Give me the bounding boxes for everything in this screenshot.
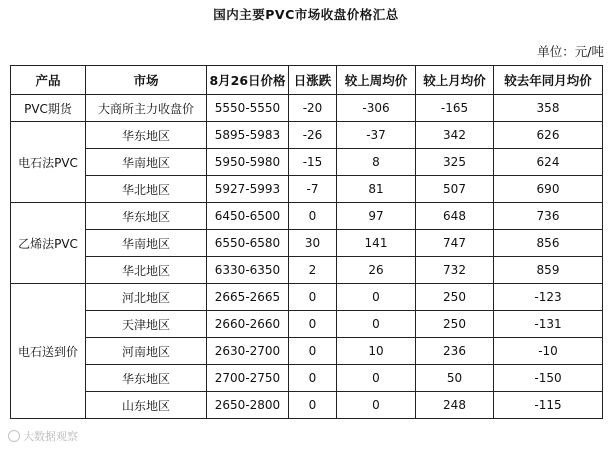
- vs-week-cell: -37: [337, 122, 416, 149]
- vs-week-cell: 97: [337, 203, 416, 230]
- header-vs-month: 较上月均价: [416, 66, 494, 95]
- daily-change-cell: 0: [289, 311, 337, 338]
- market-cell: 大商所主力收盘价: [86, 95, 207, 122]
- vs-month-cell: 342: [416, 122, 494, 149]
- daily-change-cell: 0: [289, 392, 337, 419]
- header-vs-week: 较上周均价: [337, 66, 416, 95]
- vs-last-year-cell: -131: [494, 311, 603, 338]
- price-cell: 6450-6500: [207, 203, 289, 230]
- market-cell: 河南地区: [86, 338, 207, 365]
- daily-change-cell: -15: [289, 149, 337, 176]
- price-cell: 2630-2700: [207, 338, 289, 365]
- vs-last-year-cell: 856: [494, 230, 603, 257]
- table-row: [11, 122, 603, 149]
- vs-last-year-cell: 358: [494, 95, 603, 122]
- watermark-text: 大数据观察: [23, 430, 78, 443]
- price-cell: 2665-2665: [207, 284, 289, 311]
- product-cell: 电石送到价: [11, 284, 86, 419]
- table-row: [11, 230, 603, 257]
- price-cell: 6550-6580: [207, 230, 289, 257]
- vs-last-year-cell: -115: [494, 392, 603, 419]
- weibo-logo-icon: [8, 430, 20, 442]
- page-title: 国内主要PVC市场收盘价格汇总: [213, 7, 399, 22]
- vs-last-year-cell: -10: [494, 338, 603, 365]
- daily-change-cell: 30: [289, 230, 337, 257]
- header-vs-last-year: 较去年同月均价: [494, 66, 603, 95]
- market-cell: 华东地区: [86, 365, 207, 392]
- header-product: 产品: [11, 66, 86, 95]
- watermark: [8, 428, 78, 444]
- vs-month-cell: 250: [416, 284, 494, 311]
- price-cell: 5895-5983: [207, 122, 289, 149]
- vs-week-cell: 0: [337, 365, 416, 392]
- header-price: 8月26日价格: [207, 66, 289, 95]
- header-row: [11, 66, 603, 95]
- vs-month-cell: -165: [416, 95, 494, 122]
- vs-last-year-cell: 626: [494, 122, 603, 149]
- market-cell: 华东地区: [86, 203, 207, 230]
- vs-last-year-cell: 859: [494, 257, 603, 284]
- daily-change-cell: 0: [289, 284, 337, 311]
- price-summary-table: [10, 65, 603, 419]
- market-cell: 河北地区: [86, 284, 207, 311]
- daily-change-cell: 0: [289, 365, 337, 392]
- daily-change-cell: -20: [289, 95, 337, 122]
- vs-week-cell: 8: [337, 149, 416, 176]
- price-cell: 5950-5980: [207, 149, 289, 176]
- vs-month-cell: 250: [416, 311, 494, 338]
- vs-last-year-cell: -150: [494, 365, 603, 392]
- product-cell: PVC期货: [11, 95, 86, 122]
- vs-last-year-cell: -123: [494, 284, 603, 311]
- price-cell: 5927-5993: [207, 176, 289, 203]
- market-cell: 华北地区: [86, 176, 207, 203]
- daily-change-cell: 2: [289, 257, 337, 284]
- vs-month-cell: 507: [416, 176, 494, 203]
- vs-month-cell: 50: [416, 365, 494, 392]
- vs-month-cell: 325: [416, 149, 494, 176]
- market-cell: 华东地区: [86, 122, 207, 149]
- vs-last-year-cell: 736: [494, 203, 603, 230]
- vs-week-cell: 141: [337, 230, 416, 257]
- vs-month-cell: 248: [416, 392, 494, 419]
- table-row: [11, 311, 603, 338]
- table-row: [11, 203, 603, 230]
- vs-week-cell: 0: [337, 311, 416, 338]
- table-row: [11, 176, 603, 203]
- price-cell: 2650-2800: [207, 392, 289, 419]
- price-cell: 2660-2660: [207, 311, 289, 338]
- table-row: [11, 338, 603, 365]
- vs-week-cell: 26: [337, 257, 416, 284]
- price-cell: 2700-2750: [207, 365, 289, 392]
- vs-week-cell: 81: [337, 176, 416, 203]
- vs-month-cell: 236: [416, 338, 494, 365]
- vs-week-cell: 0: [337, 392, 416, 419]
- vs-last-year-cell: 690: [494, 176, 603, 203]
- market-cell: 天津地区: [86, 311, 207, 338]
- table-row: [11, 257, 603, 284]
- market-cell: 山东地区: [86, 392, 207, 419]
- table-row: [11, 365, 603, 392]
- vs-week-cell: -306: [337, 95, 416, 122]
- vs-month-cell: 648: [416, 203, 494, 230]
- table-row: [11, 149, 603, 176]
- daily-change-cell: 0: [289, 338, 337, 365]
- table-row: [11, 284, 603, 311]
- price-cell: 6330-6350: [207, 257, 289, 284]
- vs-month-cell: 732: [416, 257, 494, 284]
- header-market: 市场: [86, 66, 207, 95]
- table-row: [11, 95, 603, 122]
- market-cell: 华北地区: [86, 257, 207, 284]
- vs-week-cell: 10: [337, 338, 416, 365]
- price-cell: 5550-5550: [207, 95, 289, 122]
- product-cell: 乙烯法PVC: [11, 203, 86, 284]
- daily-change-cell: -7: [289, 176, 337, 203]
- market-cell: 华南地区: [86, 230, 207, 257]
- vs-month-cell: 747: [416, 230, 494, 257]
- vs-last-year-cell: 624: [494, 149, 603, 176]
- vs-week-cell: 0: [337, 284, 416, 311]
- table-row: [11, 392, 603, 419]
- market-cell: 华南地区: [86, 149, 207, 176]
- daily-change-cell: -26: [289, 122, 337, 149]
- header-daily-change: 日涨跌: [289, 66, 337, 95]
- product-cell: 电石法PVC: [11, 122, 86, 203]
- daily-change-cell: 0: [289, 203, 337, 230]
- unit-label: 单位：元/吨: [537, 44, 604, 59]
